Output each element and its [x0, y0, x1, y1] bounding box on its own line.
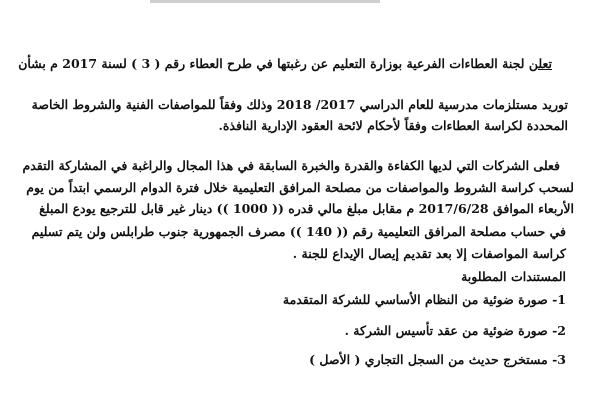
paragraph-line: الأربعاء الموافق 2017/6/28 م مقابل مبلغ مالي قدره (( 1000 )) دينار غير قابل للترجيع يودع المبلغ	[39, 201, 574, 216]
list-item: 3- مستخرج حديث من السجل التجاري ( الأصل )	[309, 352, 566, 367]
required-documents-heading: المستندات المطلوبة	[461, 269, 566, 284]
paragraph-line: توريد مستلزمات مدرسية للعام الدراسي 2017/ 2018 وذلك وفقاً للمواصفات الفنية والشروط الخاصة	[31, 97, 568, 112]
announcement-line	[18, 56, 552, 72]
list-item: 2- صورة ضوئية من عقد تأسيس الشركة .	[344, 323, 566, 338]
scan-edge-mark	[150, 0, 380, 3]
list-item: 1- صورة ضوئية من النظام الأساسي للشركة المتقدمة	[282, 292, 566, 307]
announcement-lead-word: تعلن	[528, 56, 552, 71]
paragraph-line: في حساب مصلحة المرافق التعليمية رقم (( 140 )) مصرف الجمهورية جنوب طرابلس ولن يتم تسليم	[31, 224, 566, 239]
paragraph-line: كراسة المواصفات إلا بعد تقديم إيصال الإيداع للجنة .	[292, 246, 566, 261]
paragraph-line: فعلى الشركات التي لديها الكفاءة والقدرة والخبرة السابقة في هذا المجال والراغبة في المشاركة التقدم	[22, 158, 560, 173]
paragraph-line: المحددة لكراسة العطاءات وفقاً لأحكام لائحة العقود الإدارية النافذة.	[218, 118, 568, 133]
paragraph-line: لسحب كراسة الشروط والمواصفات من مصلحة المرافق التعليمية خلال فترة الدوام الرسمي ابتداً من يوم	[26, 180, 574, 195]
announcement-text: لجنة العطاءات الفرعية بوزارة التعليم عن رغبتها في طرح العطاء رقم ( 3 ) لسنة 2017 م بشأن	[18, 56, 529, 71]
